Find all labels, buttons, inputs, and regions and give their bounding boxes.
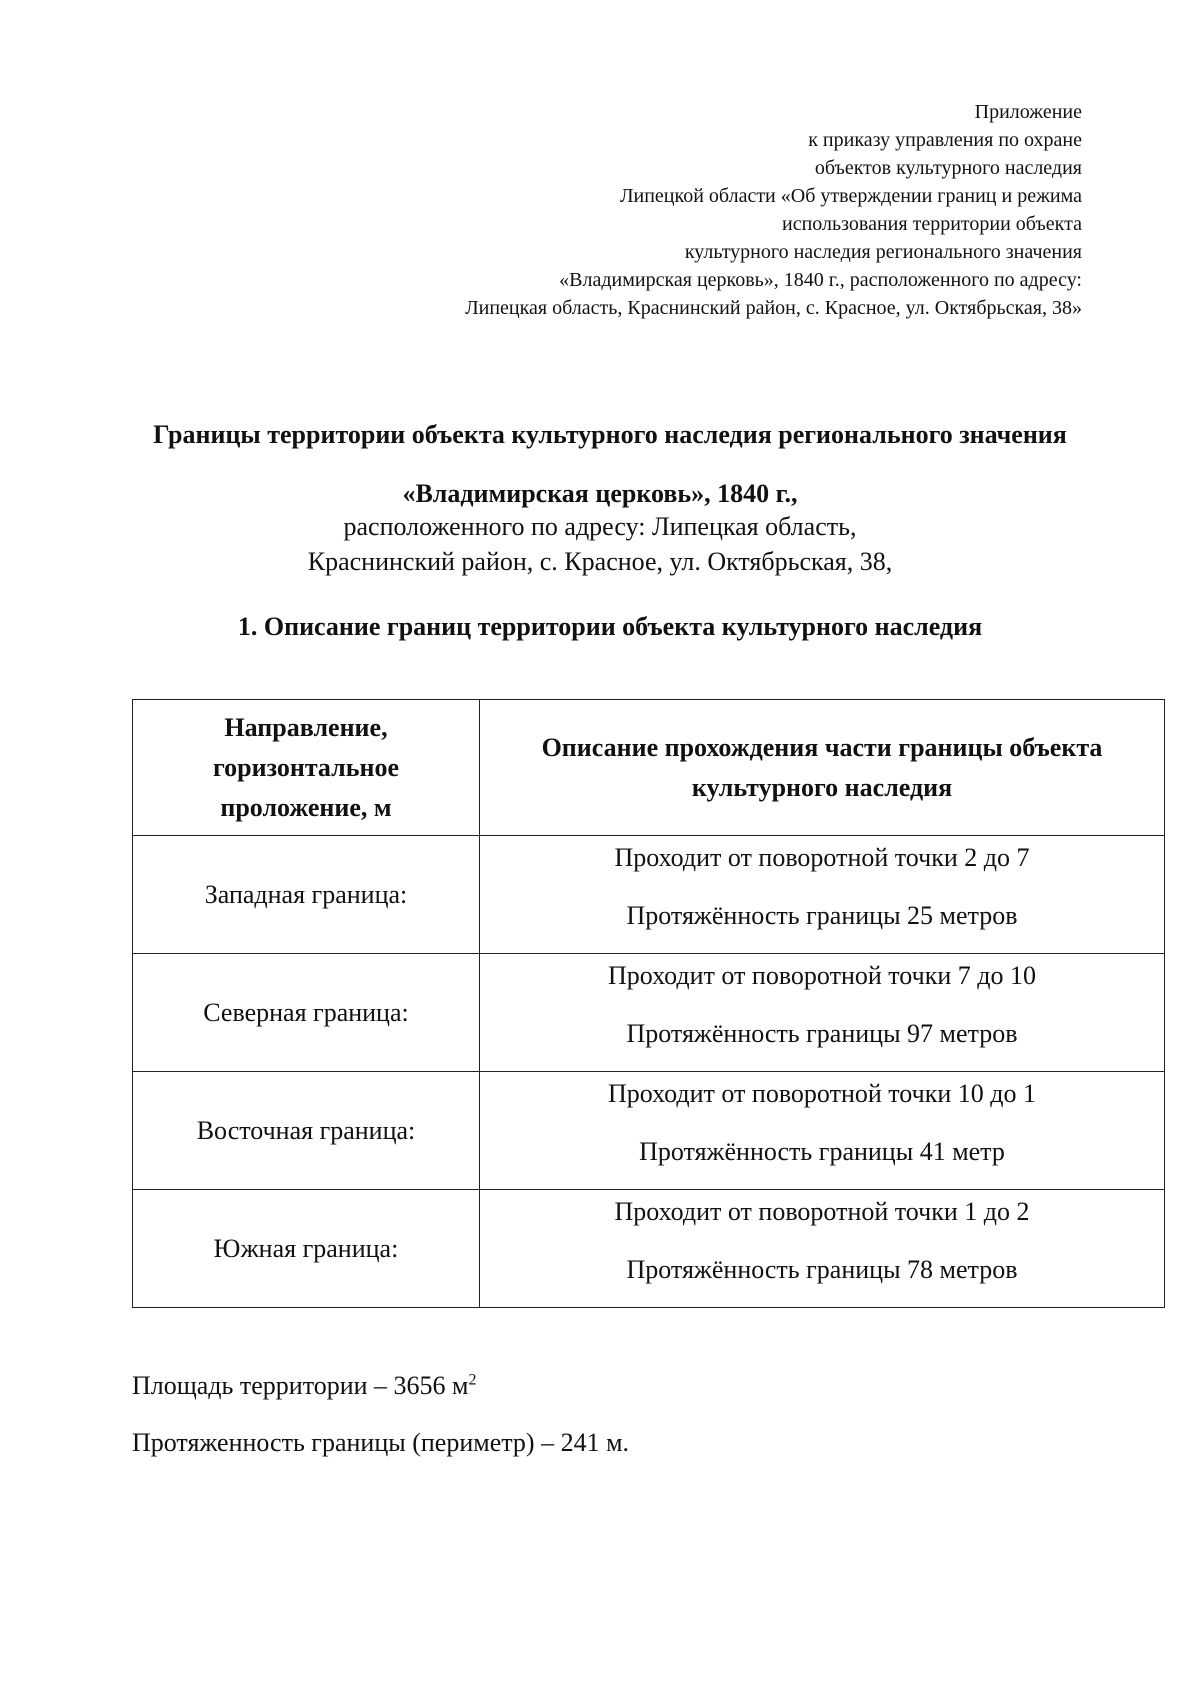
table-row xyxy=(133,954,1165,1072)
territory-area xyxy=(132,1371,477,1401)
description-cell xyxy=(480,836,1165,954)
direction-cell: Восточная граница: xyxy=(133,1072,480,1190)
area-unit-superscript: 2 xyxy=(468,1371,477,1389)
length-text: Протяжённость границы 78 метров xyxy=(626,1255,1018,1284)
appendix-line: к приказу управления по охране xyxy=(808,129,1082,151)
appendix-line: культурного наследия регионального значения xyxy=(684,241,1082,263)
appendix-line: Липецкой области «Об утверждении границ и режима xyxy=(619,185,1082,207)
appendix-line: использования территории объекта xyxy=(782,213,1082,235)
document-title: Границы территории объекта культурного наследия регионального значения xyxy=(153,420,1067,449)
direction-cell: Северная граница: xyxy=(133,954,480,1072)
object-address-line-2: Краснинский район, с. Красное, ул. Октябрьская, 38, xyxy=(307,547,893,576)
boundaries-table xyxy=(132,699,1165,1308)
description-cell xyxy=(480,1190,1165,1308)
description-cell xyxy=(480,1072,1165,1190)
table-row xyxy=(133,836,1165,954)
table-row xyxy=(133,1190,1165,1308)
appendix-line: Липецкая область, Краснинский район, с. Красное, ул. Октябрьская, 38» xyxy=(465,297,1082,319)
length-text: Протяжённость границы 25 метров xyxy=(626,901,1018,930)
direction-cell: Южная граница: xyxy=(133,1190,480,1308)
description-cell xyxy=(480,954,1165,1072)
table-header-row xyxy=(133,700,1165,836)
table-row xyxy=(133,1072,1165,1190)
column-header-direction: Направление, горизонтальное проложение, м xyxy=(133,700,480,836)
column-header-description: Описание прохождения части границы объекта культурного наследия xyxy=(480,700,1165,836)
appendix-line: Приложение xyxy=(974,101,1082,123)
territory-area-text: Площадь территории – 3656 м xyxy=(132,1371,469,1400)
direction-cell: Западная граница: xyxy=(133,836,480,954)
appendix-line: объектов культурного наследия xyxy=(814,157,1082,179)
passes-text: Проходит от поворотной точки 7 до 10 xyxy=(608,961,1036,990)
object-name: «Владимирская церковь», 1840 г., xyxy=(402,479,798,508)
passes-text: Проходит от поворотной точки 1 до 2 xyxy=(614,1197,1030,1226)
passes-text: Проходит от поворотной точки 2 до 7 xyxy=(614,843,1030,872)
appendix-header xyxy=(465,98,1082,322)
object-address-line-1: расположенного по адресу: Липецкая область, xyxy=(343,512,857,541)
passes-text: Проходит от поворотной точки 10 до 1 xyxy=(608,1079,1036,1108)
territory-perimeter: Протяженность границы (периметр) – 241 м. xyxy=(132,1428,630,1457)
appendix-line: «Владимирская церковь», 1840 г., расположенного по адресу: xyxy=(559,269,1082,291)
length-text: Протяжённость границы 97 метров xyxy=(626,1019,1018,1048)
length-text: Протяжённость границы 41 метр xyxy=(639,1137,1005,1166)
section-heading: 1. Описание границ территории объекта культурного наследия xyxy=(237,612,983,641)
